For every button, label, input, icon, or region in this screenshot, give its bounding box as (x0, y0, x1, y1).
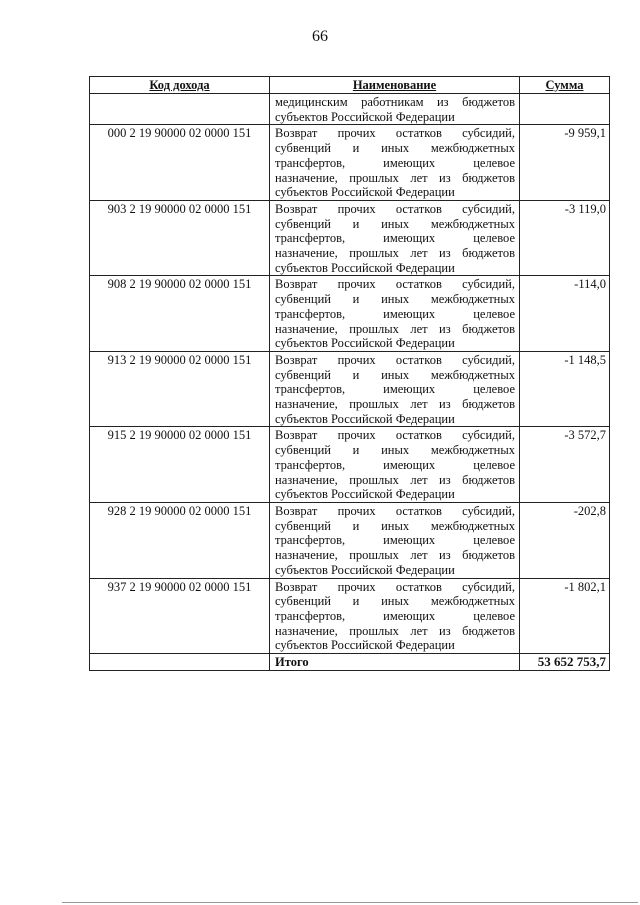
table-total-row (90, 654, 610, 671)
row-sum: -3 572,7 (520, 427, 610, 503)
row-sum: -9 959,1 (520, 125, 610, 201)
page-bottom-line (62, 902, 638, 903)
row-name-line: Возврат прочих остатков субсидий, (275, 428, 515, 443)
row-code: 908 2 19 90000 02 0000 151 (90, 276, 270, 352)
row-name-line: субъектов Российской Федерации (275, 185, 455, 200)
row-name-line: субвенций и иных межбюджетных (275, 292, 515, 307)
table-header-row (90, 77, 610, 94)
revenue-table (89, 76, 610, 671)
row-name-line: субъектов Российской Федерации (275, 109, 455, 124)
row-code: 000 2 19 90000 02 0000 151 (90, 125, 270, 201)
row-name-line: Возврат прочих остатков субсидий, (275, 126, 515, 141)
row-sum: -1 148,5 (520, 351, 610, 427)
row-name-line: Возврат прочих остатков субсидий, (275, 277, 515, 292)
row-name-line: субвенций и иных межбюджетных (275, 443, 515, 458)
table-body (90, 94, 610, 654)
row-name-line: Возврат прочих остатков субсидий, (275, 201, 515, 216)
table-row (90, 125, 610, 201)
row-sum: -114,0 (520, 276, 610, 352)
row-name (270, 502, 520, 578)
row-name-line: субвенций и иных межбюджетных (275, 594, 515, 609)
row-name-line: трансфертов, имеющих целевое (275, 231, 515, 246)
header-code: Код дохода (90, 77, 270, 94)
row-name-line: субъектов Российской Федерации (275, 487, 455, 502)
row-name-line: трансфертов, имеющих целевое (275, 457, 515, 472)
row-code: 903 2 19 90000 02 0000 151 (90, 200, 270, 276)
row-name-line: Возврат прочих остатков субсидий, (275, 579, 515, 594)
row-name-line: субвенций и иных межбюджетных (275, 367, 515, 382)
row-sum: -202,8 (520, 502, 610, 578)
row-name-line: медицинским работникам из бюджетов (275, 95, 515, 109)
row-name-line: субвенций и иных межбюджетных (275, 141, 515, 156)
row-code: 913 2 19 90000 02 0000 151 (90, 351, 270, 427)
row-name-line: субвенций и иных межбюджетных (275, 216, 515, 231)
total-label: Итого (270, 654, 520, 671)
row-name-line: назначение, прошлых лет из бюджетов (275, 623, 515, 638)
row-name (270, 578, 520, 654)
row-sum (520, 94, 610, 125)
row-name-line: субъектов Российской Федерации (275, 411, 455, 426)
row-code: 915 2 19 90000 02 0000 151 (90, 427, 270, 503)
row-name-line: трансфертов, имеющих целевое (275, 306, 515, 321)
row-name-line: субъектов Российской Федерации (275, 562, 455, 577)
row-name-line: Возврат прочих остатков субсидий, (275, 503, 515, 518)
row-name (270, 200, 520, 276)
row-sum: -1 802,1 (520, 578, 610, 654)
row-name-line: назначение, прошлых лет из бюджетов (275, 246, 515, 261)
row-name-line: назначение, прошлых лет из бюджетов (275, 321, 515, 336)
table-row (90, 502, 610, 578)
row-name-line: субъектов Российской Федерации (275, 336, 455, 351)
header-sum: Сумма (520, 77, 610, 94)
row-name-line: назначение, прошлых лет из бюджетов (275, 472, 515, 487)
row-name (270, 125, 520, 201)
row-name-line: трансфертов, имеющих целевое (275, 608, 515, 623)
row-name-line: назначение, прошлых лет из бюджетов (275, 548, 515, 563)
row-name (270, 351, 520, 427)
row-sum: -3 119,0 (520, 200, 610, 276)
table-row (90, 427, 610, 503)
total-sum: 53 652 753,7 (520, 654, 610, 671)
table-row (90, 351, 610, 427)
row-code: 937 2 19 90000 02 0000 151 (90, 578, 270, 654)
row-name-line: Возврат прочих остатков субсидий, (275, 352, 515, 367)
row-name (270, 94, 520, 125)
row-name-line: назначение, прошлых лет из бюджетов (275, 397, 515, 412)
row-name (270, 427, 520, 503)
row-code: 928 2 19 90000 02 0000 151 (90, 502, 270, 578)
table-row (90, 276, 610, 352)
row-code (90, 94, 270, 125)
table-row-continued (90, 94, 610, 125)
row-name (270, 276, 520, 352)
row-name-line: трансфертов, имеющих целевое (275, 382, 515, 397)
page-number: 66 (312, 28, 328, 45)
row-name-line: трансфертов, имеющих целевое (275, 533, 515, 548)
row-name-line: назначение, прошлых лет из бюджетов (275, 170, 515, 185)
table-row (90, 578, 610, 654)
row-name-line: субъектов Российской Федерации (275, 638, 455, 653)
row-name-line: субвенций и иных межбюджетных (275, 518, 515, 533)
table-row (90, 200, 610, 276)
header-name: Наименование (270, 77, 520, 94)
total-code-cell (90, 654, 270, 671)
row-name-line: трансфертов, имеющих целевое (275, 155, 515, 170)
row-name-line: субъектов Российской Федерации (275, 260, 455, 275)
